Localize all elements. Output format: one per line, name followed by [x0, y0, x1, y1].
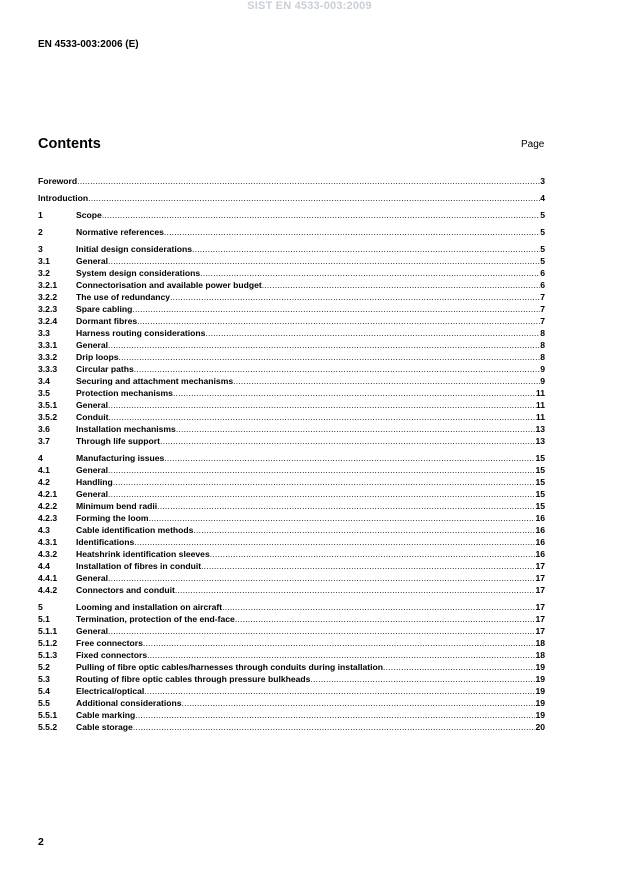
toc-entry-title: Cable storage — [76, 722, 133, 732]
toc-entry-page: 5 — [540, 256, 545, 266]
toc-entry-title: Cable identification methods — [76, 525, 194, 535]
toc-entry-page: 15 — [535, 489, 545, 499]
toc-entry[interactable] — [38, 291, 545, 303]
toc-dot-leader — [108, 572, 535, 584]
toc-entry-title: Connectorisation and available power budget — [76, 280, 262, 290]
toc-dot-leader — [200, 267, 540, 279]
toc-dot-leader — [170, 291, 540, 303]
toc-entry[interactable] — [38, 560, 545, 572]
toc-entry-page: 19 — [535, 686, 545, 696]
toc-entry-title: Conduit — [76, 412, 109, 422]
toc-entry-title: Protection mechanisms — [76, 388, 173, 398]
toc-entry-page: 5 — [540, 244, 545, 254]
toc-dot-leader — [176, 423, 536, 435]
toc-dot-leader — [147, 649, 535, 661]
toc-dot-leader — [201, 560, 535, 572]
toc-dot-leader — [235, 613, 536, 625]
document-id: EN 4533-003:2006 (E) — [38, 39, 139, 50]
toc-entry[interactable] — [38, 512, 545, 524]
toc-entry[interactable] — [38, 315, 545, 327]
toc-entry-number: 3.2.3 — [38, 304, 58, 314]
toc-entry-number: 5.1.3 — [38, 650, 58, 660]
toc-entry[interactable] — [38, 601, 545, 613]
toc-entry[interactable] — [38, 243, 545, 255]
toc-dot-leader — [134, 536, 535, 548]
toc-entry-number: 5.1.2 — [38, 638, 58, 648]
watermark: SIST EN 4533-003:2009 — [247, 0, 372, 12]
toc-entry-page: 5 — [540, 227, 545, 237]
toc-entry-page: 9 — [540, 376, 545, 386]
toc-entry-page: 3 — [540, 176, 545, 186]
toc-entry[interactable] — [38, 267, 545, 279]
toc-entry-title: System design considerations — [76, 268, 201, 278]
toc-entry-title: Cable marking — [76, 710, 136, 720]
toc-entry-number: 3 — [38, 244, 43, 254]
toc-dot-leader — [182, 697, 536, 709]
toc-entry[interactable] — [38, 399, 545, 411]
toc-dot-leader — [137, 315, 540, 327]
toc-dot-leader — [222, 601, 535, 613]
toc-entry-number: 3.2.1 — [38, 280, 58, 290]
toc-entry[interactable] — [38, 584, 545, 596]
toc-entry-title: Free connectors — [76, 638, 143, 648]
toc-entry-title: Additional considerations — [76, 698, 182, 708]
toc-entry-number: 4.4.1 — [38, 573, 58, 583]
toc-entry[interactable] — [38, 661, 545, 673]
toc-entry-title: Drip loops — [76, 352, 119, 362]
toc-entry[interactable] — [38, 625, 545, 637]
toc-entry-number: 5.1 — [38, 614, 50, 624]
toc-entry-title: General — [76, 465, 109, 475]
toc-entry[interactable] — [38, 524, 545, 536]
toc-entry-title: Initial design considerations — [76, 244, 193, 254]
toc-entry-title: Scope — [76, 210, 102, 220]
toc-entry-page: 15 — [535, 477, 545, 487]
toc-entry-title: Harness routing considerations — [76, 328, 206, 338]
toc-entry-number: 3.2.4 — [38, 316, 58, 326]
toc-entry-page: 17 — [535, 602, 545, 612]
toc-dot-leader — [193, 524, 535, 536]
toc-entry-title: Termination, protection of the end-face — [76, 614, 235, 624]
toc-entry-page: 5 — [540, 210, 545, 220]
toc-entry[interactable] — [38, 255, 545, 267]
toc-entry-number: 3.2 — [38, 268, 50, 278]
toc-entry-title: Electrical/optical — [76, 686, 145, 696]
toc-entry-page: 7 — [540, 316, 545, 326]
toc-dot-leader — [149, 512, 536, 524]
toc-entry-title: General — [76, 256, 109, 266]
toc-entry-title: General — [76, 573, 109, 583]
toc-entry-page: 17 — [535, 626, 545, 636]
toc-dot-leader — [173, 387, 536, 399]
toc-entry-number: 4.4 — [38, 561, 50, 571]
toc-entry-page: 19 — [535, 674, 545, 684]
toc-dot-leader — [134, 363, 540, 375]
toc-entry[interactable] — [38, 387, 545, 399]
toc-dot-leader — [88, 192, 540, 204]
toc-entry-page: 13 — [535, 424, 545, 434]
toc-entry-page: 16 — [535, 549, 545, 559]
toc-entry[interactable] — [38, 327, 545, 339]
toc-entry-page: 4 — [540, 193, 545, 203]
toc-entry-number: 3.3.3 — [38, 364, 58, 374]
toc-entry-title: General — [76, 340, 109, 350]
toc-entry-title: Dormant fibres — [76, 316, 138, 326]
toc-entry[interactable] — [38, 709, 545, 721]
toc-entry-title: Installation mechanisms — [76, 424, 176, 434]
toc-entry-number: 3.5.1 — [38, 400, 58, 410]
toc-entry-number: 4 — [38, 453, 43, 463]
toc-entry-number: 3.3 — [38, 328, 50, 338]
toc-dot-leader — [77, 175, 540, 187]
toc-entry-title: Securing and attachment mechanisms — [76, 376, 234, 386]
toc-entry-number: 5.5.2 — [38, 722, 58, 732]
toc-dot-leader — [108, 411, 535, 423]
toc-entry[interactable] — [38, 500, 545, 512]
toc-entry-number: 5 — [38, 602, 43, 612]
toc-entry-title: Fixed connectors — [76, 650, 148, 660]
toc-entry-title: Through life support — [76, 436, 161, 446]
toc-dot-leader — [108, 255, 540, 267]
toc-entry[interactable] — [38, 488, 545, 500]
toc-dot-leader — [383, 661, 535, 673]
toc-entry[interactable] — [38, 423, 545, 435]
toc-entry-number: 1 — [38, 210, 43, 220]
toc-entry-page: 16 — [535, 537, 545, 547]
toc-entry[interactable] — [38, 375, 545, 387]
toc-entry-title: Forming the loom — [76, 513, 149, 523]
toc-entry-title: Minimum bend radii — [76, 501, 158, 511]
toc-dot-leader — [119, 351, 541, 363]
toc-entry-page: 17 — [535, 614, 545, 624]
toc-entry[interactable] — [38, 697, 545, 709]
toc-entry-number: 3.7 — [38, 436, 50, 446]
toc-entry[interactable] — [38, 192, 545, 204]
toc-entry-number: 4.2.1 — [38, 489, 58, 499]
toc-entry[interactable] — [38, 363, 545, 375]
toc-dot-leader — [143, 637, 536, 649]
toc-entry[interactable] — [38, 476, 545, 488]
toc-entry-number: 5.4 — [38, 686, 50, 696]
toc-entry-page: 6 — [540, 268, 545, 278]
toc-entry[interactable] — [38, 637, 545, 649]
toc-entry-number: 5.5.1 — [38, 710, 58, 720]
toc-entry-number: 4.3.2 — [38, 549, 58, 559]
toc-entry-page: 13 — [535, 436, 545, 446]
toc-dot-leader — [108, 625, 535, 637]
toc-entry-page: 7 — [540, 292, 545, 302]
toc-entry-number: 3.6 — [38, 424, 50, 434]
toc-entry-number: 3.1 — [38, 256, 50, 266]
toc-entry-title: Manufacturing issues — [76, 453, 165, 463]
toc-dot-leader — [205, 327, 540, 339]
toc-entry-page: 19 — [535, 698, 545, 708]
toc-dot-leader — [157, 500, 535, 512]
toc-entry-title: General — [76, 400, 109, 410]
toc-entry-page: 8 — [540, 340, 545, 350]
toc-entry-number: 3.3.2 — [38, 352, 58, 362]
toc-entry[interactable] — [38, 303, 545, 315]
toc-entry-page: 17 — [535, 561, 545, 571]
page-column-label: Page — [521, 139, 545, 150]
toc-entry-page: 16 — [535, 513, 545, 523]
toc-entry-page: 19 — [535, 662, 545, 672]
toc-entry[interactable] — [38, 209, 545, 221]
toc-entry[interactable] — [38, 685, 545, 697]
toc-dot-leader — [233, 375, 540, 387]
toc-dot-leader — [108, 339, 540, 351]
toc-dot-leader — [102, 209, 540, 221]
toc-entry[interactable] — [38, 721, 545, 733]
toc-entry-title: Spare cabling — [76, 304, 133, 314]
toc-entry-title: Introduction — [38, 193, 89, 203]
toc-dot-leader — [210, 548, 536, 560]
toc-dot-leader — [160, 435, 535, 447]
toc-entry-page: 20 — [535, 722, 545, 732]
toc-entry-title: Identifications — [76, 537, 135, 547]
toc-entry-page: 9 — [540, 364, 545, 374]
toc-dot-leader — [175, 584, 536, 596]
toc-entry[interactable] — [38, 572, 545, 584]
page-number: 2 — [38, 836, 44, 848]
toc-entry-number: 5.2 — [38, 662, 50, 672]
toc-entry-number: 3.5 — [38, 388, 50, 398]
toc-entry-page: 8 — [540, 328, 545, 338]
toc-dot-leader — [310, 673, 535, 685]
toc-entry-number: 4.2 — [38, 477, 50, 487]
toc-dot-leader — [164, 452, 535, 464]
toc-entry-page: 7 — [540, 304, 545, 314]
toc-dot-leader — [113, 476, 536, 488]
toc-entry[interactable] — [38, 464, 545, 476]
toc-entry-number: 3.4 — [38, 376, 50, 386]
toc-entry-number: 4.3.1 — [38, 537, 58, 547]
toc-dot-leader — [262, 279, 540, 291]
toc-entry-page: 18 — [535, 638, 545, 648]
toc-dot-leader — [132, 303, 540, 315]
toc-dot-leader — [192, 243, 540, 255]
toc-entry-title: Circular paths — [76, 364, 134, 374]
toc-entry-number: 3.3.1 — [38, 340, 58, 350]
toc-entry[interactable] — [38, 435, 545, 447]
toc-entry-title: Heatshrink identification sleeves — [76, 549, 210, 559]
toc-dot-leader — [135, 709, 535, 721]
toc-entry-page: 11 — [535, 412, 545, 422]
toc-entry-page: 16 — [535, 525, 545, 535]
toc-entry-number: 5.5 — [38, 698, 50, 708]
toc-entry[interactable] — [38, 613, 545, 625]
toc-entry-page: 6 — [540, 280, 545, 290]
toc-entry-page: 17 — [535, 585, 545, 595]
toc-entry-title: Pulling of fibre optic cables/harnesses through conduits during installation — [76, 662, 384, 672]
toc-entry-page: 11 — [535, 388, 545, 398]
toc-dot-leader — [108, 399, 536, 411]
toc-entry[interactable] — [38, 411, 545, 423]
toc-entry-title: Handling — [76, 477, 113, 487]
toc-entry[interactable] — [38, 649, 545, 661]
toc-dot-leader — [108, 464, 535, 476]
toc-entry-number: 4.2.3 — [38, 513, 58, 523]
toc-entry-page: 8 — [540, 352, 545, 362]
toc-entry[interactable] — [38, 351, 545, 363]
toc-entry-title: Looming and installation on aircraft — [76, 602, 223, 612]
toc-entry-number: 3.2.2 — [38, 292, 58, 302]
toc-entry-title: General — [76, 489, 109, 499]
toc-dot-leader — [144, 685, 535, 697]
toc-entry-number: 4.3 — [38, 525, 50, 535]
toc-entry[interactable] — [38, 339, 545, 351]
toc-entry-number: 4.1 — [38, 465, 50, 475]
toc-dot-leader — [108, 488, 535, 500]
toc-entry-page: 18 — [535, 650, 545, 660]
toc-entry-page: 17 — [535, 573, 545, 583]
toc-entry-page: 15 — [535, 453, 545, 463]
toc-entry-page: 15 — [535, 465, 545, 475]
toc-entry-number: 2 — [38, 227, 43, 237]
toc-entry-page: 11 — [535, 400, 545, 410]
toc-entry-page: 15 — [535, 501, 545, 511]
toc-entry-number: 5.1.1 — [38, 626, 58, 636]
toc-entry-title: Foreword — [38, 176, 78, 186]
toc-entry-number: 5.3 — [38, 674, 50, 684]
toc-dot-leader — [133, 721, 536, 733]
toc-entry[interactable] — [38, 673, 545, 685]
toc-entry[interactable] — [38, 226, 545, 238]
toc-entry-number: 4.4.2 — [38, 585, 58, 595]
toc-entry-page: 19 — [535, 710, 545, 720]
toc-entry-number: 4.2.2 — [38, 501, 58, 511]
toc-entry[interactable] — [38, 279, 545, 291]
toc-entry[interactable] — [38, 536, 545, 548]
toc-entry[interactable] — [38, 548, 545, 560]
table-of-contents — [38, 175, 545, 733]
toc-entry-title: Installation of fibres in conduit — [76, 561, 202, 571]
toc-entry-title: Connectors and conduit — [76, 585, 175, 595]
toc-entry-title: General — [76, 626, 109, 636]
contents-title: Contents — [38, 136, 101, 152]
toc-entry-title: Routing of fibre optic cables through pressure bulkheads — [76, 674, 311, 684]
toc-entry-title: The use of redundancy — [76, 292, 171, 302]
toc-entry-title: Normative references — [76, 227, 164, 237]
toc-entry-number: 3.5.2 — [38, 412, 58, 422]
toc-dot-leader — [164, 226, 540, 238]
toc-entry[interactable] — [38, 175, 545, 187]
toc-entry[interactable] — [38, 452, 545, 464]
